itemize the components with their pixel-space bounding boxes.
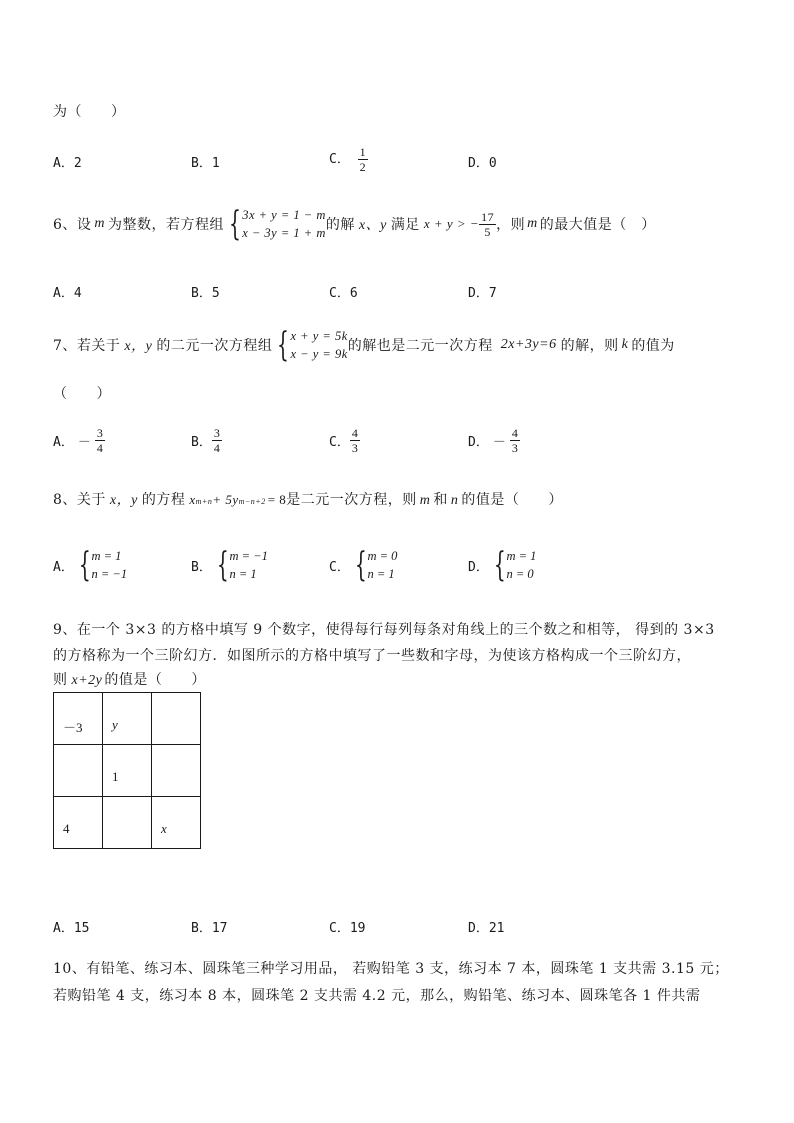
q7-option-a-label: A．: [53, 435, 74, 450]
q8-option-c-label: C．: [329, 559, 350, 575]
brace-icon: {: [216, 545, 229, 585]
q7-option-b-label: B．: [191, 435, 212, 450]
q7-option-d-sign: －: [492, 435, 506, 450]
q6-var-m: m: [94, 216, 106, 231]
q8-exponent-1: m+n: [195, 497, 213, 506]
q7-option-c-label: C．: [329, 435, 350, 450]
q7-var-k: k: [621, 337, 629, 352]
q6-stem: [53, 206, 656, 242]
q7-option-a-fraction: [95, 427, 105, 454]
grid-cell: [152, 693, 201, 745]
q8-var-n: n: [450, 493, 459, 508]
q5-option-a: A．2: [53, 156, 82, 171]
q8-eq-x: x: [189, 492, 196, 507]
q8-vars: x，y: [109, 493, 138, 508]
q7-option-a-sign: －: [77, 435, 91, 450]
fraction-numerator: 3: [96, 426, 103, 440]
q7-option-c: [329, 427, 360, 454]
q10-line2: 若购铅笔 4 支，练习本 8 本，圆珠笔 2 支共需 4.2 元，那么，购铅笔、练习本、圆珠笔各 1 件共需: [53, 988, 701, 1004]
q6-option-b: B．5: [191, 286, 220, 301]
q8-eq-mid: + 5y: [212, 492, 239, 507]
fraction-denominator: 3: [511, 441, 518, 455]
brace-icon: {: [354, 545, 367, 585]
q7-equation-system: [272, 327, 347, 363]
fraction-denominator: 3: [351, 441, 358, 455]
q8-option-b-label: B．: [191, 559, 212, 575]
q5-paren: 为（ ）: [53, 104, 126, 120]
q8-option-c: [329, 547, 397, 583]
grid-cell-value: y: [112, 717, 118, 732]
grid-cell-value: 4: [63, 821, 70, 836]
q6-vars-xy: x、y: [358, 218, 387, 233]
grid-row: [54, 745, 201, 797]
q8-option-b-row1: m = −1: [229, 549, 268, 563]
q8-and: 和: [433, 492, 448, 508]
grid-row: [54, 797, 201, 849]
q8-option-b-row2: n = 1: [229, 567, 257, 581]
q8-mid1: 的方程: [141, 492, 186, 508]
grid-cell: [54, 693, 103, 745]
brace-icon: {: [493, 545, 506, 585]
q9-line2: 的方格称为一个三阶幻方．如图所示的方格中填写了一些数和字母，为使该方格构成一个三阶幻方，: [53, 648, 691, 664]
q7-tail: 的值为: [631, 338, 675, 354]
q9-option-a: A．15: [53, 921, 90, 936]
q6-option-d: D．7: [468, 286, 497, 301]
q8-eq-end: = 8: [267, 492, 287, 507]
q6-inequality: x + y > −: [423, 216, 480, 231]
q7-option-d-label: D．: [468, 435, 489, 450]
brace-icon: {: [229, 204, 242, 244]
fraction-numerator: 4: [351, 426, 358, 440]
grid-cell: [54, 745, 103, 797]
grid-cell: [103, 797, 152, 849]
q6-mid2: 的解: [325, 217, 355, 233]
q7-option-d-fraction: [510, 427, 520, 454]
q9-line1: 9、在一个 3×3 的方格中填写 9 个数字，使得每行每列每条对角线上的三个数之和相等， 得到的 3×3: [53, 622, 715, 638]
fraction-numerator: 3: [213, 426, 220, 440]
grid-cell: [152, 797, 201, 849]
q7-mid2: 的解也是二元一次方程: [347, 338, 493, 354]
fraction-denominator: 4: [96, 441, 103, 455]
q7-paren: （ ）: [53, 386, 111, 402]
grid-cell: [152, 745, 201, 797]
q8-option-d: [468, 547, 536, 583]
q9-option-c: C．19: [329, 921, 366, 936]
q7-option-b: [191, 427, 222, 454]
q9-option-b: B．17: [191, 921, 228, 936]
q8-option-b: [191, 547, 268, 583]
magic-square-grid: [53, 692, 201, 849]
q7-mid3: 的解，则: [560, 338, 619, 354]
q7-mid1: 的二元一次方程组: [156, 338, 273, 354]
q6-option-c: C．6: [329, 286, 358, 301]
q8-exponent-2: m−n+2: [238, 497, 266, 506]
q7-option-a: [53, 427, 105, 454]
q5-option-d: D．0: [468, 156, 497, 171]
q6-mid1: 为整数，若方程组: [108, 217, 225, 233]
q8-option-a-row2: n = −1: [91, 567, 128, 581]
q8-lead: 8、关于: [53, 492, 106, 508]
fraction-denominator: 4: [213, 441, 220, 455]
q7-lead: 7、若关于: [53, 338, 121, 354]
fraction-numerator: 1: [359, 145, 366, 159]
q6-equation-system: [224, 206, 326, 242]
q7-eq1: x + y = 5k: [290, 329, 348, 343]
q8-option-c-row1: m = 0: [367, 549, 398, 563]
q5-option-c-label: C．: [329, 152, 350, 167]
q7-option-b-fraction: [212, 427, 222, 454]
fraction-numerator: 4: [511, 426, 518, 440]
q9-option-d: D．21: [468, 921, 505, 936]
q9-line3: [53, 669, 206, 689]
q6-lead: 6、设: [53, 217, 92, 233]
q6-var-m2: m: [527, 216, 538, 231]
q6-tail: 的最大值是（ ）: [539, 217, 656, 233]
q7-option-c-fraction: [350, 427, 360, 454]
q7-vars: x，y: [124, 339, 153, 354]
q7-eq2: x − y = 9k: [290, 347, 348, 361]
q8-option-a-label: A．: [53, 559, 74, 575]
grid-cell: [54, 797, 103, 849]
q9-line3-tail: 的值是（ ）: [104, 672, 206, 688]
q7-option-d: [468, 427, 520, 454]
q8-option-c-row2: n = 1: [367, 567, 395, 581]
q8-option-d-row1: m = 1: [506, 549, 537, 563]
q8-tail: 的值是（ ）: [461, 492, 563, 508]
grid-cell-value: －3: [63, 720, 83, 735]
q8-option-a-row1: m = 1: [91, 549, 122, 563]
q5-option-b: B．1: [191, 156, 220, 171]
q6-fraction: [479, 211, 496, 238]
q6-mid3: 满足: [390, 217, 420, 233]
q6-eq2: x − 3y = 1 + m: [242, 226, 326, 240]
q8-option-a: [53, 547, 127, 583]
q9-line3-lead: 则: [53, 672, 68, 688]
q6-eq1: 3x + y = 1 − m: [242, 208, 326, 222]
q8-mid2: 是二元一次方程，则: [286, 492, 417, 508]
grid-cell-value: x: [161, 821, 167, 836]
q6-option-a: A．4: [53, 286, 82, 301]
grid-cell-value: 1: [112, 769, 119, 784]
q7-equation: 2x+3y=6: [500, 337, 557, 352]
q5-option-c: [329, 146, 368, 173]
q10-line1: 10、有铅笔、练习本、圆珠笔三种学习用品， 若购铅笔 3 支，练习本 7 本，圆珠笔 1 支共需 3.15 元；: [53, 961, 729, 977]
q5-option-c-fraction: [358, 146, 368, 173]
fraction-denominator: 5: [484, 224, 491, 239]
q9-expression: x+2y: [71, 673, 103, 688]
brace-icon: {: [78, 545, 91, 585]
fraction-numerator: 17: [481, 209, 495, 224]
q7-stem: [53, 327, 675, 363]
q8-stem: [53, 489, 563, 509]
q6-mid4: ，则: [496, 217, 526, 233]
grid-cell: [103, 693, 152, 745]
brace-icon: {: [277, 325, 290, 365]
q8-option-d-label: D．: [468, 559, 489, 575]
grid-row: [54, 693, 201, 745]
fraction-denominator: 2: [359, 160, 366, 174]
grid-cell: [103, 745, 152, 797]
q8-option-d-row2: n = 0: [506, 567, 534, 581]
q8-var-m: m: [419, 493, 431, 508]
